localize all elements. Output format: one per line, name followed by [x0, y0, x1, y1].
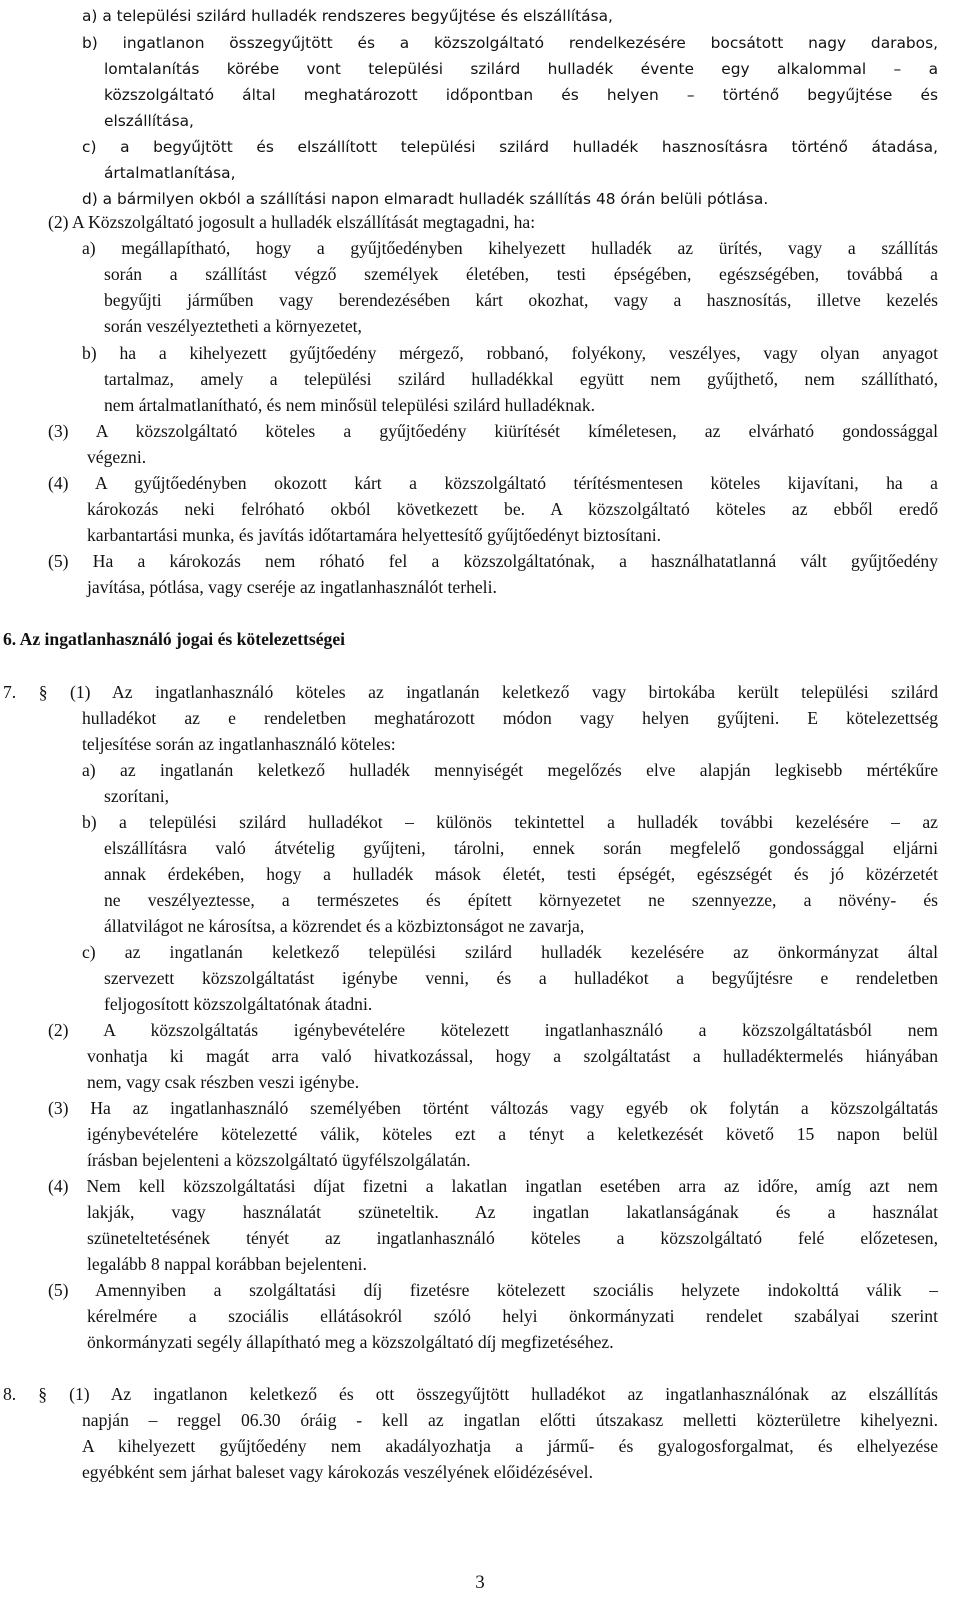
text-line: 7. § (1) Az ingatlanhasználó köteles az ingatlanán keletkező vagy birtokába került települési szilárd [3, 682, 938, 702]
text-line: hulladékot az e rendeletben meghatározott módon vagy helyen gyűjteni. E kötelezettség [82, 708, 938, 728]
text-line: szorítani, [104, 786, 169, 806]
text-line: egyébként sem járhat baleset vagy károkozás veszélyének előidézésével. [82, 1462, 593, 1482]
text-line: (4) A gyűjtőedényben okozott kárt a közszolgáltató térítésmentesen köteles kijavítani, ha a [48, 473, 938, 493]
text-line: b) a települési szilárd hulladékot – különös tekintettel a hulladék további kezelésére – az [82, 812, 938, 832]
text-line: c) az ingatlanán keletkező települési szilárd hulladék kezelésére az önkormányzat által [82, 942, 938, 962]
text-line: kérelmére a szociális ellátásokról szóló helyi önkormányzati rendelet szabályai szerint [87, 1306, 938, 1326]
text-line: napján – reggel 06.30 óráig - kell az ingatlan előtti útszakasz melletti közterületre kihelyezni. [82, 1410, 938, 1430]
text-line: (5) Amennyiben a szolgáltatási díj fizetésre kötelezett szociális helyzete indokolttá válik – [48, 1280, 938, 1300]
text-line: (3) Ha az ingatlanhasználó személyében történt változás vagy egyéb ok folytán a közszolgáltatás [48, 1098, 938, 1118]
text-line: tartalmaz, amely a települési szilárd hulladékkal együtt nem gyűjthető, nem szállítható, [104, 369, 938, 389]
text-line: javítása, pótlása, vagy cseréje az ingatlanhasználót terheli. [87, 577, 497, 597]
text-line: elszállításra való átvételig gyűjteni, tárolni, ennek során megfelelő gondossággal eljárni [104, 838, 938, 858]
text-line: begyűjti járműben vagy berendezésében kárt okozhat, vagy a hasznosítás, illetve kezelés [104, 290, 938, 310]
text-line: a) megállapítható, hogy a gyűjtőedényben kihelyezett hulladék az ürítés, vagy a szállítás [82, 238, 938, 258]
text-line: annak érdekében, hogy a hulladék mások életét, testi épségét, egészségét és jó közérzetét [104, 864, 938, 884]
text-line: ne veszélyeztesse, a természetes és épített környezetet ne szennyezze, a növény- és [104, 890, 938, 910]
text-line: feljogosított közszolgáltatónak átadni. [104, 994, 373, 1014]
text-line: végezni. [87, 447, 147, 467]
text-line: d) a bármilyen okból a szállítási napon elmaradt hulladék szállítás 48 órán belüli pótlása. [82, 190, 769, 208]
text-line: b) ha a kihelyezett gyűjtőedény mérgező, robbanó, folyékony, veszélyes, vagy olyan anyagot [82, 343, 938, 363]
text-line: szüneteltetésének tényét az ingatlanhasználó köteles a közszolgáltató felé előzetesen, [87, 1228, 938, 1248]
text-line: ártalmatlanítása, [104, 164, 236, 182]
text-line: írásban bejelenteni a közszolgáltató ügyfélszolgálatán. [87, 1150, 471, 1170]
text-line: károkozás neki felróható okból következett be. A közszolgáltató köteles az ebből eredő [87, 499, 938, 519]
text-line: 8. § (1) Az ingatlanon keletkező és ott összegyűjtött hulladékot az ingatlanhasználónak az elszállítás [3, 1384, 938, 1404]
text-line: karbantartási munka, és javítás időtartamára helyettesítő gyűjtőedényt biztosítani. [87, 525, 662, 545]
text-line: közszolgáltató által meghatározott időpontban és helyen – történő begyűjtése és [104, 86, 938, 104]
text-line: lakják, vagy használatát szüneteltik. Az ingatlan lakatlanságának és a használat [87, 1202, 938, 1222]
text-line: b) ingatlanon összegyűjtött és a közszolgáltató rendelkezésére bocsátott nagy darabos, [82, 34, 938, 52]
text-line: állatvilágot ne károsítsa, a közrendet és a közbiztonságot ne zavarja, [104, 916, 585, 936]
text-line: igénybevételére kötelezetté válik, köteles ezt a tényt a keletkezését követő 15 napon belül [87, 1124, 938, 1144]
text-line: legalább 8 nappal korábban bejelenteni. [87, 1254, 367, 1274]
text-line: (2) A közszolgáltatás igénybevételére kötelezett ingatlanhasználó a közszolgáltatásból nem [48, 1020, 938, 1040]
text-line: önkormányzati segély állapítható meg a közszolgáltató díj megfizetéséhez. [87, 1332, 614, 1352]
text-line: A kihelyezett gyűjtőedény nem akadályozhatja a jármű- és gyalogosforgalmat, és elhelyezése [82, 1436, 938, 1456]
text-line: c) a begyűjtött és elszállított települési szilárd hulladék hasznosításra történő átadása, [82, 138, 938, 156]
page-number: 3 [475, 1572, 485, 1593]
text-line: lomtalanítás körébe vont települési szilárd hulladék évente egy alkalommal – a [104, 60, 938, 78]
text-line: során veszélyeztetheti a környezetet, [104, 316, 362, 336]
text-line: elszállítása, [104, 112, 194, 130]
text-line: teljesítése során az ingatlanhasználó köteles: [82, 734, 396, 754]
section-heading: 6. Az ingatlanhasználó jogai és kötelezettségei [3, 629, 346, 649]
text-line: a) a települési szilárd hulladék rendszeres begyűjtése és elszállítása, [82, 7, 613, 25]
text-line: (3) A közszolgáltató köteles a gyűjtőedény kiürítését kíméletesen, az elvárható gondossággal [48, 421, 938, 441]
text-line: nem ártalmatlanítható, és nem minősül települési szilárd hulladéknak. [104, 395, 596, 415]
text-line: (4) Nem kell közszolgáltatási díjat fizetni a lakatlan ingatlan esetében arra az időre, amíg azt nem [48, 1176, 938, 1196]
text-line: a) az ingatlanán keletkező hulladék mennyiségét megelőzés elve alapján legkisebb mértékűre [82, 760, 938, 780]
text-line: vonhatja ki magát arra való hivatkozással, hogy a szolgáltatást a hulladéktermelés hiányában [87, 1046, 938, 1066]
text-line: (5) Ha a károkozás nem róható fel a közszolgáltatónak, a használhatatlanná vált gyűjtőedény [48, 551, 938, 571]
text-line: során a szállítást végző személyek életében, testi épségében, egészségében, továbbá a [104, 264, 938, 284]
text-line: (2) A Közszolgáltató jogosult a hulladék elszállítását megtagadni, ha: [48, 212, 536, 232]
text-line: nem, vagy csak részben veszi igénybe. [87, 1072, 360, 1092]
text-line: szervezett közszolgáltatást igénybe venni, és a hulladékot a begyűjtésre e rendeletben [104, 968, 938, 988]
